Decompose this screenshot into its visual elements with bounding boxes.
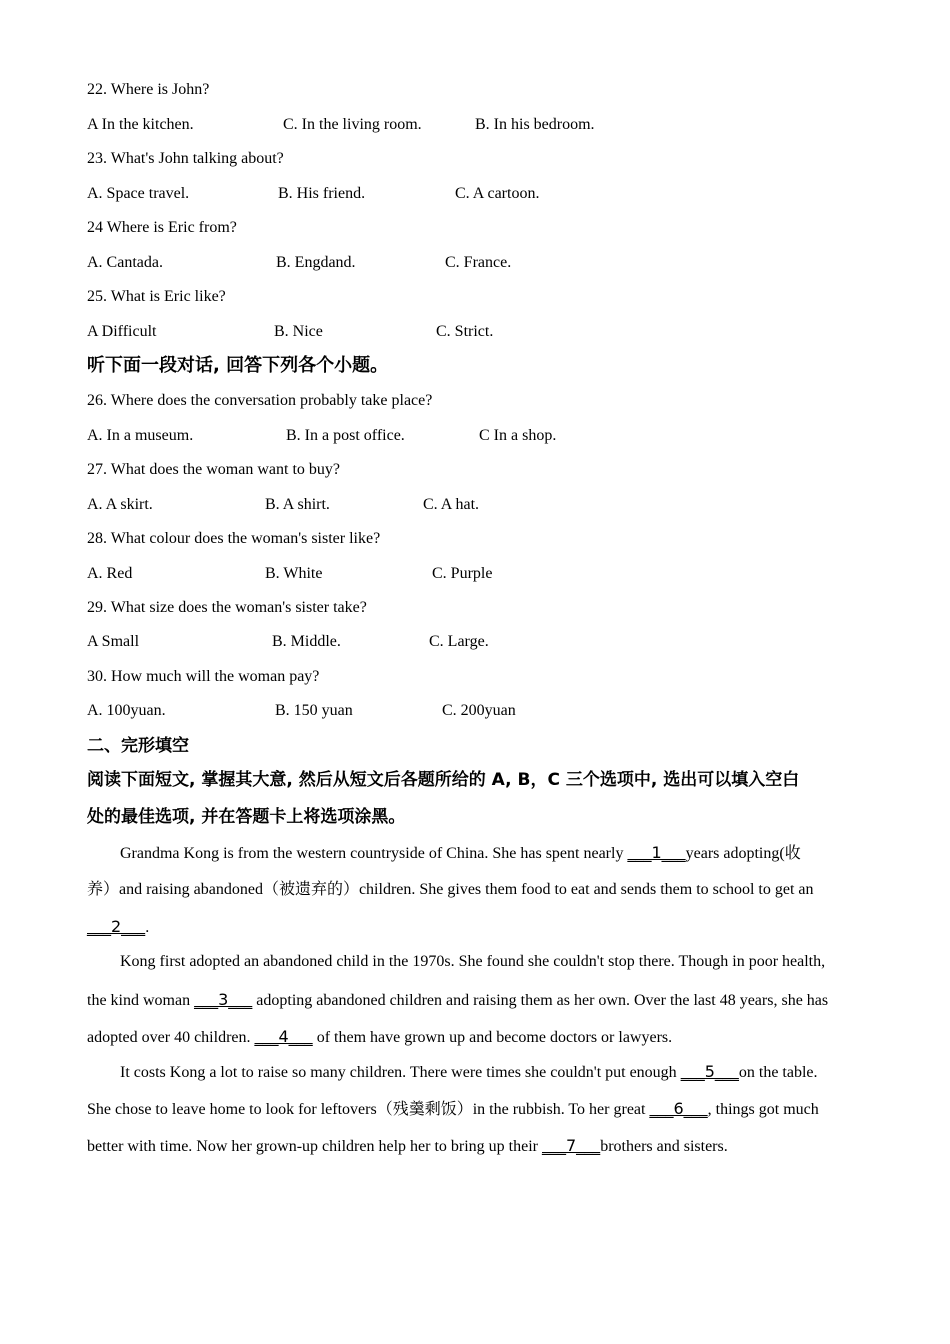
option-b: B. 150 yuan <box>275 702 353 719</box>
passage-text: of them have grown up and become doctors or lawyers. <box>312 1029 673 1046</box>
option-b: B. In his bedroom. <box>475 116 595 133</box>
option-b: B. In a post office. <box>286 427 405 444</box>
option-a: A In the kitchen. <box>87 116 194 133</box>
question-25-stem: 25. What is Eric like? <box>87 288 226 305</box>
option-b: B. Nice <box>274 323 323 340</box>
passage-p3-line3 <box>87 1136 867 1157</box>
question-22-stem: 22. Where is John? <box>87 81 210 98</box>
passage-p1-line1 <box>87 843 900 864</box>
section-2-title: 二、完形填空 <box>87 736 189 756</box>
option-c: C. 200yuan <box>442 702 516 719</box>
blank-6: ___6___ <box>649 1099 708 1118</box>
passage-text: the kind woman <box>87 992 195 1009</box>
passage-p3-line2 <box>87 1099 867 1120</box>
question-23-stem: 23. What's John talking about? <box>87 150 284 167</box>
question-29-stem: 29. What size does the woman's sister take? <box>87 599 367 616</box>
blank-2: ___2___ <box>87 917 146 936</box>
question-26-stem: 26. Where does the conversation probably take place? <box>87 392 433 409</box>
passage-text: adopting abandoned children and raising them as her own. Over the last 48 years, she has <box>252 992 829 1009</box>
option-b: B. Middle. <box>272 633 341 650</box>
option-a: A. Cantada. <box>87 254 163 271</box>
question-24-stem: 24 Where is Eric from? <box>87 219 237 236</box>
passage-text: It costs Kong a lot to raise so many children. There were times she couldn't put enough <box>120 1064 681 1081</box>
option-a: A. Space travel. <box>87 185 190 202</box>
blank-1: ___1___ <box>627 843 686 862</box>
section-heading-listening: 听下面一段对话, 回答下列各个小题。 <box>87 355 389 376</box>
passage-p3-line1 <box>87 1062 900 1083</box>
option-c: C. Strict. <box>436 323 494 340</box>
instruction-line-2: 处的最佳选项, 并在答题卡上将选项涂黑。 <box>87 807 406 827</box>
passage-text: , things got much <box>707 1101 819 1118</box>
passage-p1-line2: 养）and raising abandoned（被遗弃的）children. She gives them food to eat and sends them to school to get an <box>87 881 814 898</box>
option-c: C In a shop. <box>479 427 557 444</box>
option-a: A. In a museum. <box>87 427 194 444</box>
passage-text: Grandma Kong is from the western countryside of China. She has spent nearly <box>120 845 628 862</box>
option-c: C. Purple <box>432 565 493 582</box>
passage-p1-line3 <box>87 917 867 938</box>
option-b: B. Engdand. <box>276 254 356 271</box>
blank-3: ___3___ <box>194 990 253 1009</box>
blank-7: ___7___ <box>542 1136 601 1155</box>
passage-text: years adopting(收 <box>685 845 801 862</box>
passage-p2-line3 <box>87 1027 867 1048</box>
passage-p2-line1: Kong first adopted an abandoned child in the 1970s. She found she couldn't stop there. Though in poor health, <box>120 953 826 970</box>
question-28-stem: 28. What colour does the woman's sister like? <box>87 530 381 547</box>
option-a: A Difficult <box>87 323 157 340</box>
option-a: A. A skirt. <box>87 496 153 513</box>
passage-text: on the table. <box>738 1064 818 1081</box>
option-c: C. In the living room. <box>283 116 422 133</box>
passage-text: brothers and sisters. <box>600 1138 728 1155</box>
instruction-line-1: 阅读下面短文, 掌握其大意, 然后从短文后各题所给的 A, B，C 三个选项中, 选出可以填入空白 <box>87 770 800 790</box>
question-27-stem: 27. What does the woman want to buy? <box>87 461 340 478</box>
passage-text: adopted over 40 children. <box>87 1029 255 1046</box>
option-a: A. 100yuan. <box>87 702 166 719</box>
passage-p2-line2 <box>87 990 867 1011</box>
option-a: A. Red <box>87 565 133 582</box>
option-c: C. A hat. <box>423 496 480 513</box>
blank-5: ___5___ <box>680 1062 739 1081</box>
option-c: C. France. <box>445 254 512 271</box>
option-b: B. A shirt. <box>265 496 330 513</box>
option-b: B. His friend. <box>278 185 366 202</box>
option-a: A Small <box>87 633 140 650</box>
option-b: B. White <box>265 565 323 582</box>
passage-text: . <box>145 919 150 936</box>
blank-4: ___4___ <box>254 1027 313 1046</box>
passage-text: better with time. Now her grown-up children help her to bring up their <box>87 1138 542 1155</box>
passage-text: She chose to leave home to look for leftovers（残羹剩饭）in the rubbish. To her great <box>87 1101 650 1118</box>
option-c: C. Large. <box>429 633 489 650</box>
question-30-stem: 30. How much will the woman pay? <box>87 668 320 685</box>
option-c: C. A cartoon. <box>455 185 540 202</box>
